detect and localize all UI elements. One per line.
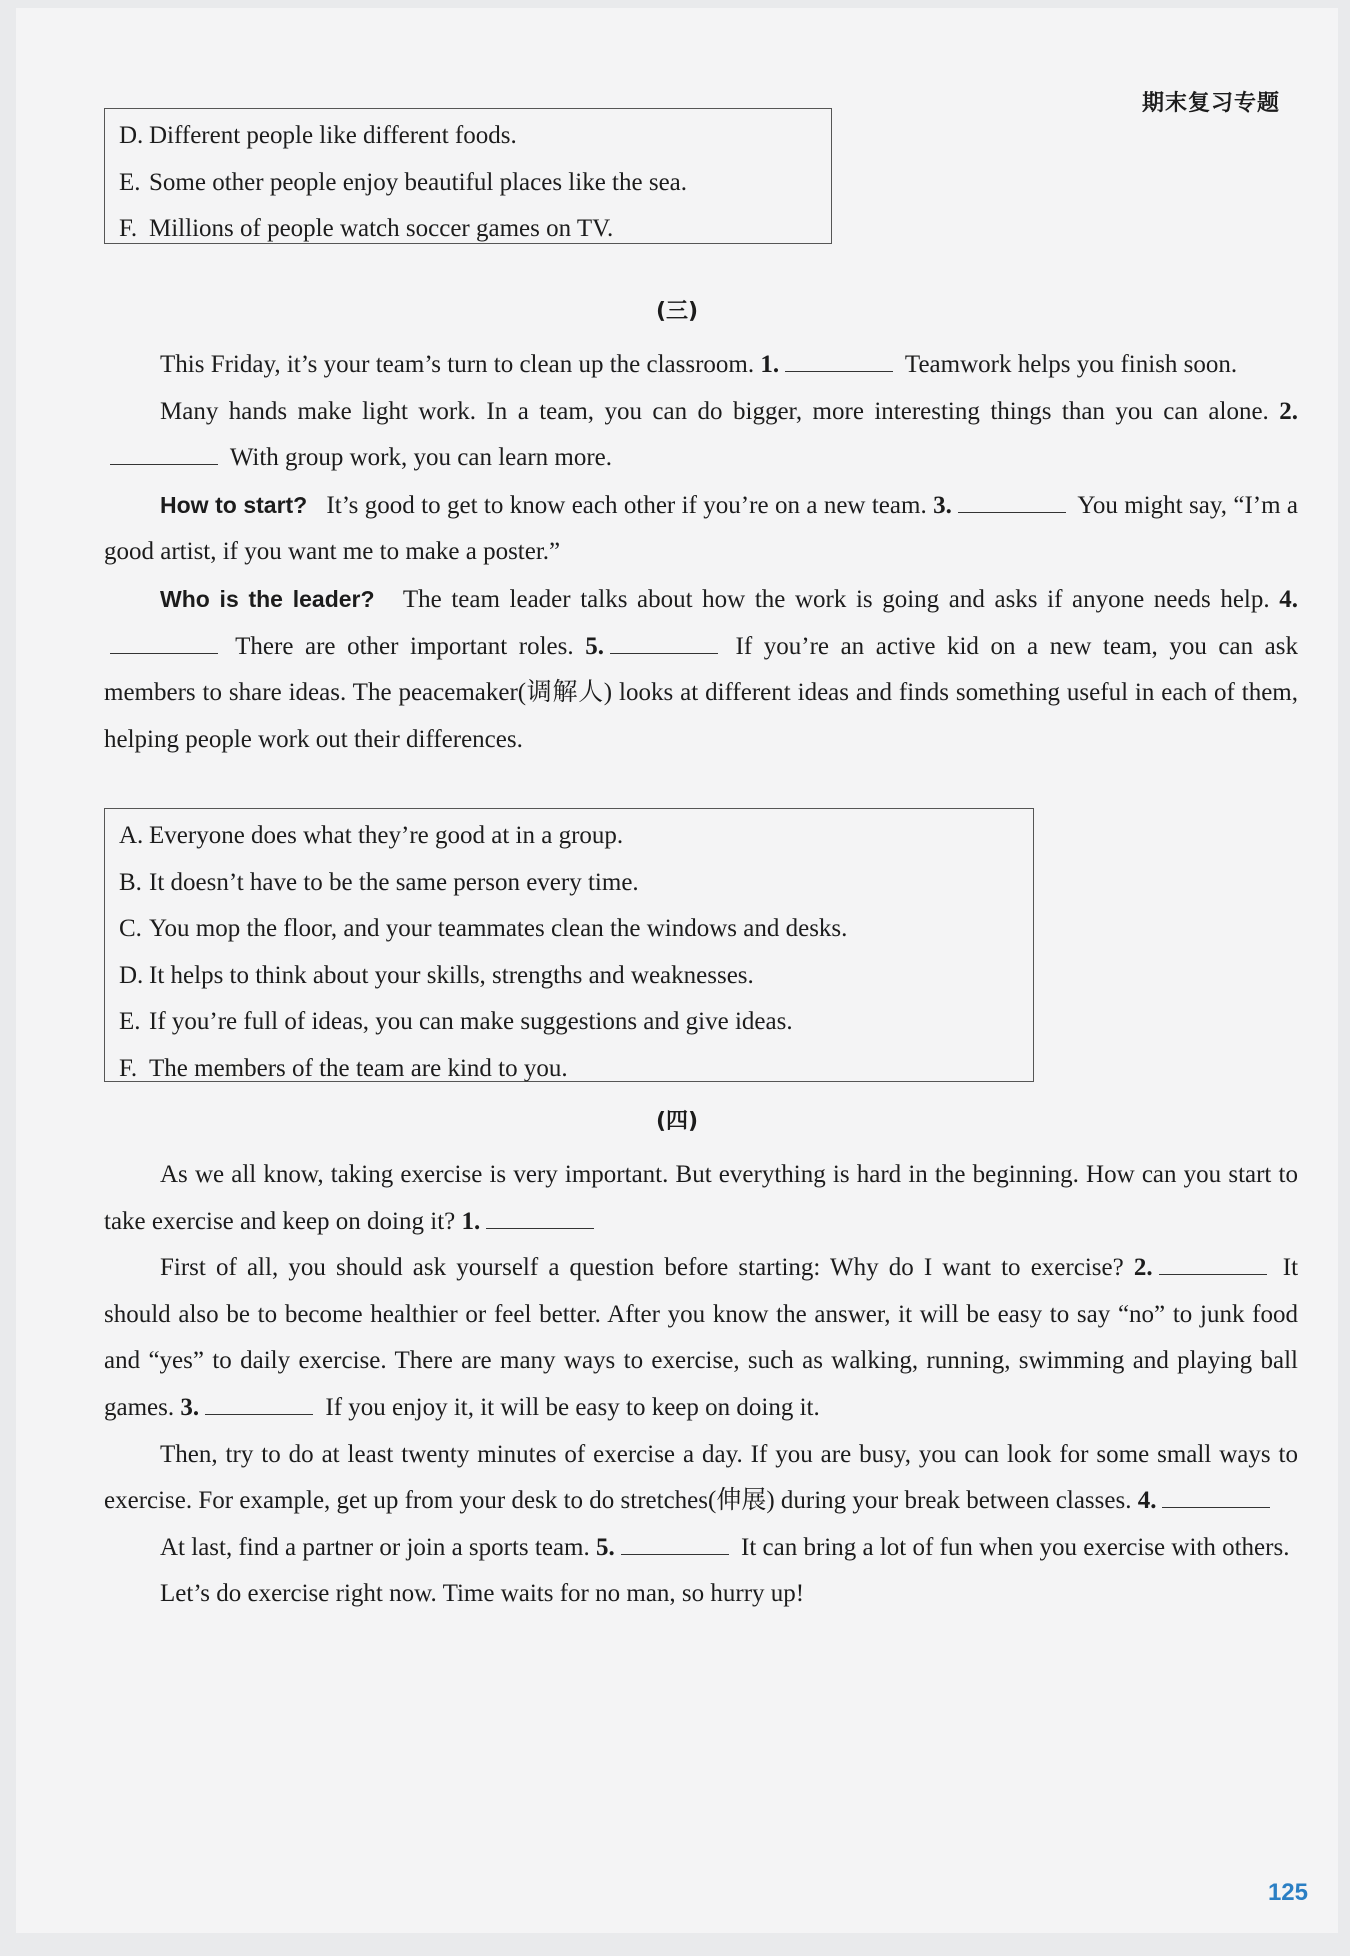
paragraph: Let’s do exercise right now. Time waits for no man, so hurry up! — [160, 1580, 805, 1608]
passage-section-4 — [104, 1152, 1298, 1618]
options-box-section-2 — [104, 108, 832, 244]
option-item: B. It doesn’t have to be the same person every time. — [119, 868, 639, 896]
option-item: F. Millions of people watch soccer games on TV. — [119, 215, 614, 242]
answer-blank-2[interactable] — [1159, 1250, 1267, 1275]
answer-blank-4[interactable] — [110, 629, 218, 654]
answer-blank-3[interactable] — [958, 488, 1066, 513]
subheading: How to start? — [160, 491, 308, 518]
paragraph: First of all, you should ask yourself a question before starting: Why do I want to exercise? 2. It should also be to become healthier or feel better. After you know the answer, it will be easy to say “no” to junk food and “yes” to daily exercise. There are many ways to exercise, such as walking, running, swimming and playing ball games. 3. If you enjoy it, it will be easy to keep on doing it. — [104, 1245, 1298, 1431]
options-box-section-3 — [104, 808, 1034, 1082]
answer-blank-1[interactable] — [785, 347, 893, 372]
paragraph: This Friday, it’s your team’s turn to clean up the classroom. 1. Teamwork helps you finish soon. — [104, 342, 1298, 389]
answer-blank-2[interactable] — [110, 440, 218, 465]
answer-blank-1[interactable] — [486, 1204, 594, 1229]
paragraph: Who is the leader? The team leader talks about how the work is going and asks if anyone needs help. 4. There are other important roles. 5. If you’re an active kid on a new team, you can ask members to share ideas. The peacemaker(调解人) looks at different ideas and finds something useful in each of them, helping people work out their differences. — [104, 585, 1299, 753]
paragraph: At last, find a partner or join a sports team. 5. It can bring a lot of fun when you exercise with others. — [104, 1525, 1298, 1572]
option-item: D. It helps to think about your skills, strengths and weaknesses. — [119, 961, 754, 989]
answer-blank-4[interactable] — [1162, 1483, 1270, 1508]
subheading: Who is the leader? — [160, 585, 375, 612]
option-item: E. Some other people enjoy beautiful places like the sea. — [119, 168, 688, 196]
paragraph: As we all know, taking exercise is very important. But everything is hard in the beginning. How can you start to take exercise and keep on doing it? 1. — [104, 1161, 1298, 1235]
workbook-page — [16, 8, 1338, 1933]
option-item: A. Everyone does what they’re good at in a group. — [119, 822, 624, 849]
answer-blank-5[interactable] — [610, 629, 718, 654]
paragraph: Many hands make light work. In a team, you can do bigger, more interesting things than you can alone. 2. With group work, you can learn more. — [104, 389, 1298, 482]
passage-section-3 — [104, 342, 1298, 763]
page-header: 期末复习专题 — [1141, 91, 1280, 116]
section-title-4: (四) — [655, 1109, 699, 1134]
option-item: C. You mop the floor, and your teammates clean the windows and desks. — [119, 915, 848, 942]
option-item: F. The members of the team are kind to you. — [119, 1054, 568, 1082]
option-item: E. If you’re full of ideas, you can make suggestions and give ideas. — [119, 1008, 793, 1035]
answer-blank-3[interactable] — [205, 1390, 313, 1415]
section-title-3: (三) — [655, 299, 699, 324]
paragraph: Then, try to do at least twenty minutes of exercise a day. If you are busy, you can look for some small ways to exercise. For example, get up from your desk to do stretches(伸展) during your break between classes. 4. — [104, 1440, 1298, 1515]
page-number: 125 — [1267, 1879, 1308, 1906]
answer-blank-5[interactable] — [621, 1530, 729, 1555]
option-item: D. Different people like different foods. — [119, 122, 517, 149]
paragraph: How to start? It’s good to get to know each other if you’re on a new team. 3. You might say, “I’m a good artist, if you want me to make a poster.” — [104, 482, 1298, 576]
